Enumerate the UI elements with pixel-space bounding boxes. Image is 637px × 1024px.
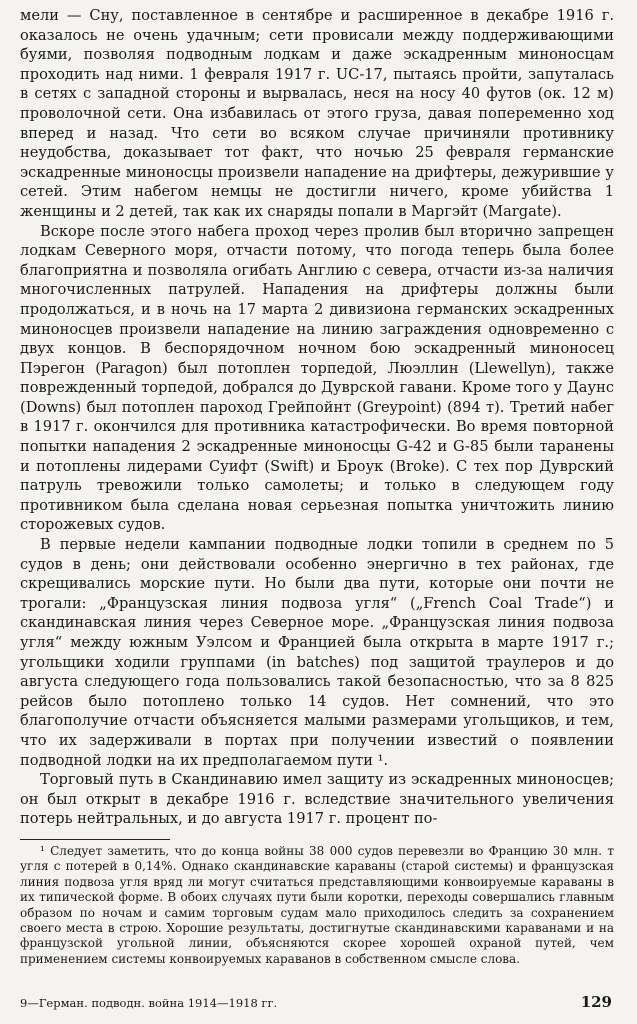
page-number: 129 bbox=[580, 993, 612, 1011]
printer-signature: 9—Герман. подводн. война 1914—1918 гг. bbox=[20, 996, 278, 1010]
page-footer bbox=[20, 993, 612, 1011]
paragraph-4: Торговый путь в Скандинавию имел защиту из эскадренных миноносцев; он был открыт в декабре 1916 г. вследствие значительного увеличения потерь нейтральных, и до августа 1917 г. процент по- bbox=[20, 771, 614, 828]
body-text bbox=[20, 6, 614, 829]
footnote bbox=[20, 844, 614, 967]
page bbox=[20, 6, 614, 967]
footnote-divider bbox=[20, 839, 170, 840]
paragraph-2: Вскоре после этого набега проход через пролив был вторично запрещен лодкам Северного моря, отчасти потому, что погода теперь была более благоприятна и позволяла огибать Англию с севера, отчасти из-за наличия многочисленных патрулей. Нападения на дрифтеры должны были продолжаться, и в ночь на 17 марта 2 дивизиона германских эскадренных миноносцев произвели нападение на линию заграждения одновременно с двух концов. В беспорядочном ночном бою эскадренный миноносец Пэрегон (Paragon) был потоплен торпедой, Люэллин (Llewellyn), также поврежденный торпедой, добрался до Дуврской гавани. Кроме того у Даунс (Downs) был потоплен пароход Грейпойнт (Greypoint) (894 т). Третий набег в 1917 г. окончился для противника катастрофически. Во время повторной попытки нападения 2 эскадренные миноносцы G-42 и G-85 были таранены и потоплены лидерами Суифт (Swift) и Броук (Broke). С тех пор Дуврский патруль тревожили только самолеты; и только в следующем году противником была сделана новая серьезная попытка уничтожить линию сторожевых судов. bbox=[20, 222, 614, 534]
paragraph-3: В первые недели кампании подводные лодки топили в среднем по 5 судов в день; они действовали особенно энергично в тех районах, где скрещивались морские пути. Но были два пути, которые они почти не трогали: „Французская линия подвоза угля“ („French Coal Trade“) и скандинавская линия через Северное море. „Французская линия подвоза угля“ между южным Уэлсом и Францией была открыта в марте 1917 г.; угольщики ходили группами (in batches) под защитой траулеров и до августа следующего года пользовались такой безопасностью, что за 8 825 рейсов было потоплено только 14 судов. Нет сомнений, что это благополучие отчасти объясняется малыми размерами угольщиков, и тем, что их задерживали в портах при получении известий о появлении подводной лодки на их предполагаемом пути ¹. bbox=[20, 536, 614, 769]
paragraph-1: мели — Сну, поставленное в сентябре и расширенное в декабре 1916 г. оказалось не очень удачным; сети провисали между поддерживающими буями, позволяя подводным лодкам и даже эскадренным миноносцам проходить над ними. 1 февраля 1917 г. UC-17, пытаясь пройти, запуталась в сетях с западной стороны и вырвалась, неся на носу 40 футов (ок. 12 м) проволочной сети. Она избавилась от этого груза, давая попеременно ход вперед и назад. Что сети во всяком случае причиняли противнику неудобства, доказывает тот факт, что ночью 25 февраля германские эскадренные миноносцы произвели нападение на дрифтеры, дежурившие у сетей. Этим набегом немцы не достигли ничего, кроме убийства 1 женщины и 2 детей, так как их снаряды попали в Маргэйт (Margate). bbox=[20, 7, 614, 220]
footnote-text: ¹ Следует заметить, что до конца войны 38 000 судов перевезли во Францию 30 млн. т угля с потерей в 0,14%. Однако скандинавские караваны (старой системы) и французская линия подвоза угля вряд ли могут считаться представляющими конвоируемые караваны в их типической форме. В обоих случаях пути были коротки, переходы совершались главным образом по ночам и самим торговым судам мало приходилось следить за сохранением своего места в строю. Хорошие результаты, достигнутые скандинавскими караванами и на французской угольной линии, объясняются скорее хорошей охраной путей, чем применением системы конвоируемых караванов в собственном смысле слова. bbox=[20, 843, 614, 966]
